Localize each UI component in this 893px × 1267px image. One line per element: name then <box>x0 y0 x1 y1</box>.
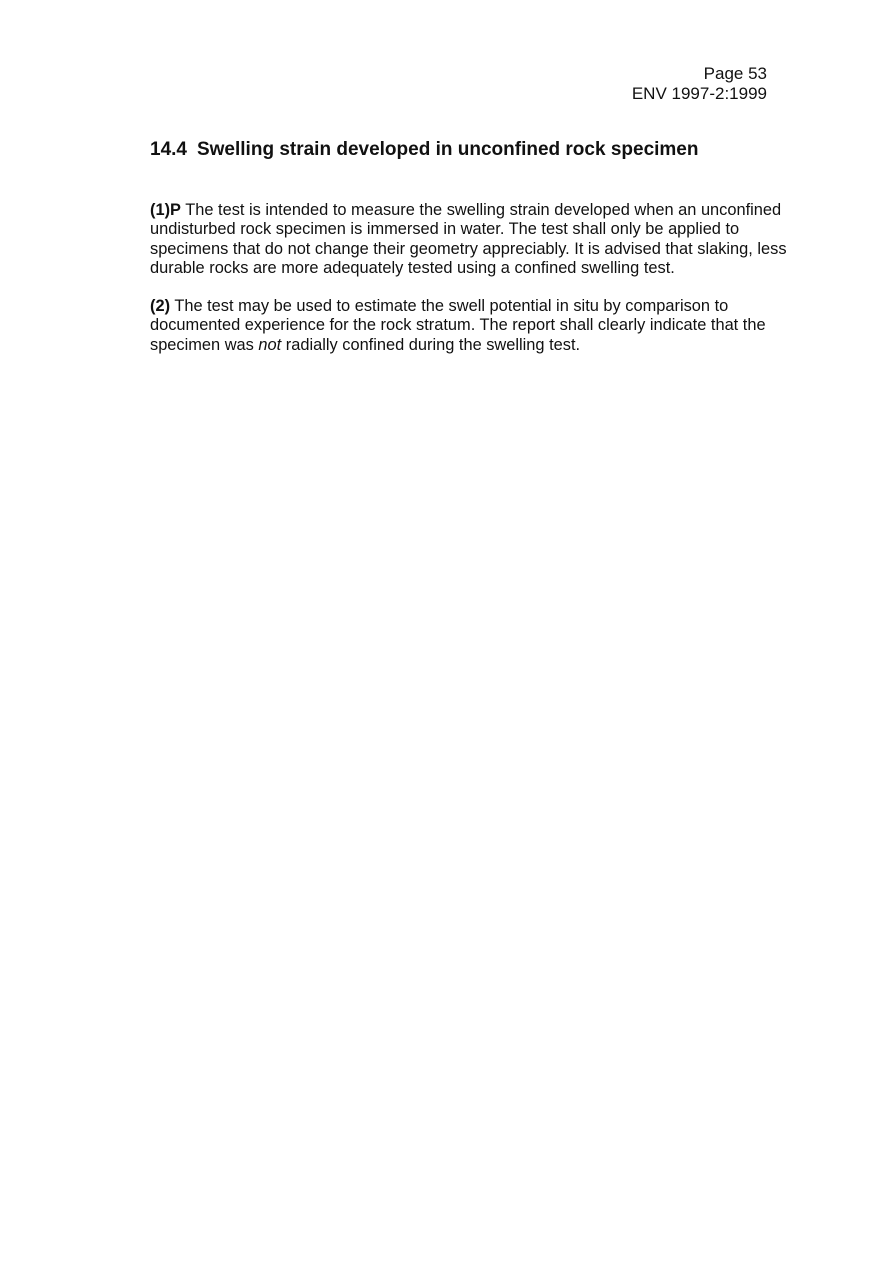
section-number: 14.4 <box>150 139 187 160</box>
paragraph-text: radially confined during the swelling test. <box>285 335 581 354</box>
paragraph-text: The test is intended to measure the swelling strain developed when an unconfined <box>185 201 782 219</box>
page-header <box>632 64 767 104</box>
paragraph-line <box>150 336 802 355</box>
paragraph-line: documented experience for the rock stratum. The report shall clearly indicate that the <box>150 316 766 335</box>
paragraph-line: undisturbed rock specimen is immersed in water. The test shall only be applied to <box>150 220 740 239</box>
paragraph-text: specimen was <box>150 335 254 354</box>
paragraph-text: The test may be used to estimate the swell potential in situ by comparison to <box>174 297 729 315</box>
standard-reference: ENV 1997-2:1999 <box>631 84 767 103</box>
section-heading <box>150 138 698 162</box>
paragraph-marker: (1)P <box>150 201 181 219</box>
paragraph-line: specimens that do not change their geometry appreciably. It is advised that slaking, less <box>150 239 787 258</box>
page-number: Page 53 <box>703 64 767 83</box>
paragraph-line <box>150 201 802 220</box>
paragraph-line: durable rocks are more adequately tested using a confined swelling test. <box>150 258 675 277</box>
emphasis-text: not <box>258 335 282 354</box>
paragraph-marker: (2) <box>150 297 171 315</box>
paragraph-2 <box>150 297 802 355</box>
section-title: Swelling strain developed in unconfined rock specimen <box>196 139 699 160</box>
paragraph-1 <box>150 201 802 278</box>
paragraph-line <box>150 297 802 316</box>
